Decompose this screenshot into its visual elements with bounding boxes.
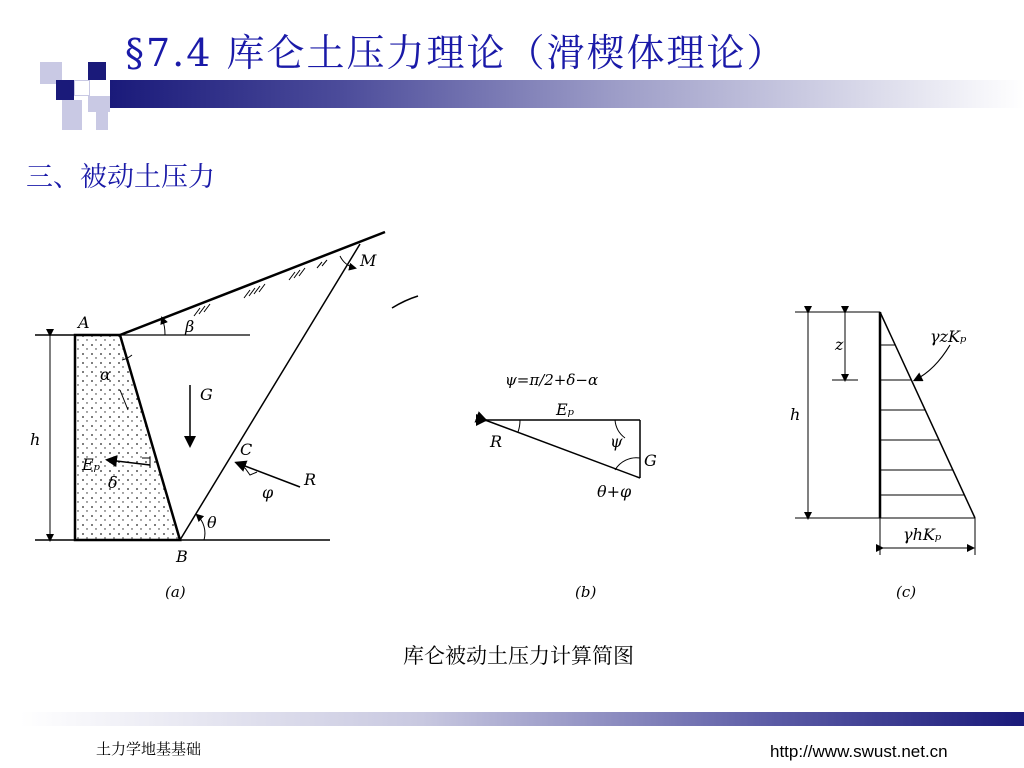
label-c-h: h xyxy=(790,405,801,424)
section-heading: 三、被动土压力 xyxy=(26,162,215,193)
label-alpha: α xyxy=(100,365,111,384)
leader-arrow xyxy=(915,345,950,380)
label-Ep: Eₚ xyxy=(82,455,101,474)
footer-url[interactable]: http://www.swust.net.cn xyxy=(770,742,948,761)
backfill-surface xyxy=(120,232,385,335)
label-b-G: G xyxy=(644,451,657,470)
panel-c xyxy=(795,312,975,555)
figure-caption: 库仑被动土压力计算简图 xyxy=(403,644,634,668)
label-R: R xyxy=(304,470,317,489)
label-b-Ep: Eₚ xyxy=(556,400,575,419)
label-b-psi: ψ xyxy=(610,432,623,451)
page-title: §7.4 库仑土压力理论（滑楔体理论） xyxy=(125,31,787,75)
label-delta: δ xyxy=(108,473,118,492)
label-G: G xyxy=(200,385,213,404)
pressure-hatch xyxy=(880,345,964,495)
label-M: M xyxy=(360,251,377,270)
label-c-ghKp: γhKₚ xyxy=(903,525,942,544)
retaining-wall xyxy=(75,335,180,540)
formula: ψ=π/2+δ−α xyxy=(505,371,599,389)
label-c-gzKp: γzKₚ xyxy=(930,327,967,346)
label-c-z: z xyxy=(835,335,844,354)
stray-mark xyxy=(392,296,418,308)
footer-course-name: 土力学地基基础 xyxy=(96,740,202,758)
sublabel-a: (a) xyxy=(165,583,186,601)
label-b-theta-phi: θ+φ xyxy=(597,482,632,501)
label-phi: φ xyxy=(262,483,274,502)
panel-c-labels xyxy=(790,327,967,601)
label-b-R: R xyxy=(490,432,503,451)
label-A: A xyxy=(78,313,90,332)
sublabel-b: (b) xyxy=(575,583,597,601)
panel-b-labels xyxy=(489,371,657,601)
surface-hatch xyxy=(194,260,327,316)
footer-band xyxy=(20,712,1024,726)
label-theta: θ xyxy=(207,513,217,532)
label-h: h xyxy=(30,430,41,449)
label-B: B xyxy=(176,547,188,566)
label-C: C xyxy=(240,440,253,459)
sublabel-c: (c) xyxy=(896,583,917,601)
label-beta: β xyxy=(185,317,195,336)
